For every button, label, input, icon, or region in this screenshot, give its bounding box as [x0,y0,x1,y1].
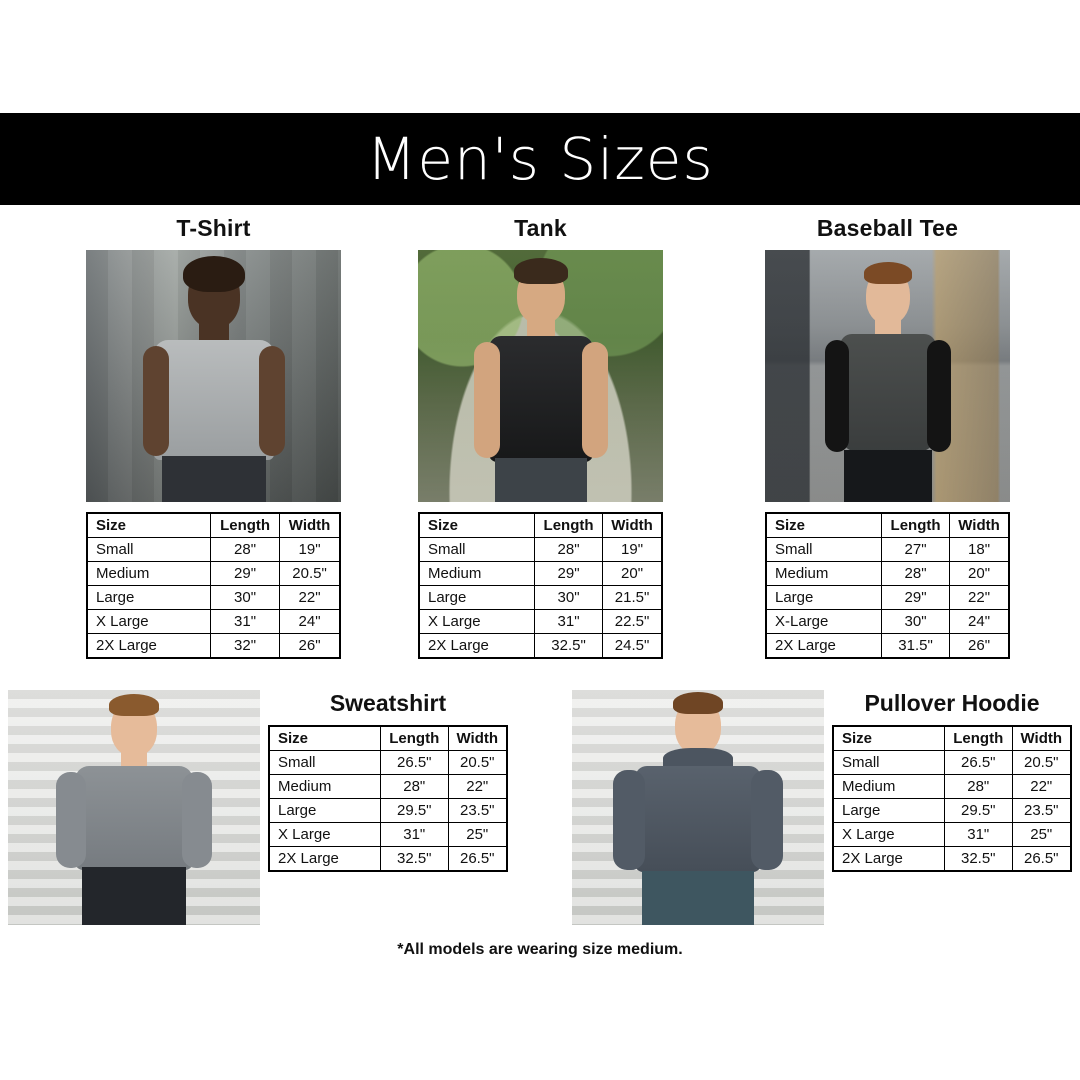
cell-width: 20.5" [448,751,507,775]
table-header-row [766,513,1009,538]
table-row [833,823,1071,847]
table-row [87,562,340,586]
table-row [419,610,662,634]
cell-length: 32.5" [535,634,603,659]
cell-length: 29" [882,586,950,610]
size-table-tank [418,512,663,659]
cell-size: Medium [87,562,211,586]
size-table-t-shirt [86,512,341,659]
cell-length: 28" [535,538,603,562]
cell-width: 25" [1012,823,1071,847]
table-row [269,823,507,847]
product-title-baseball-tee: Baseball Tee [816,215,959,241]
cell-length: 31.5" [882,634,950,659]
cell-size: Large [269,799,381,823]
table-row [419,586,662,610]
model-illustration [139,250,289,502]
cell-size: X Large [87,610,211,634]
cell-size: X Large [419,610,535,634]
cell-length: 32" [211,634,280,659]
table-row [833,799,1071,823]
table-row [766,610,1009,634]
cell-length: 30" [882,610,950,634]
column-header-size: Size [766,513,882,538]
column-header-length: Length [535,513,603,538]
size-table-sweatshirt [268,725,508,872]
table-header-row [833,726,1071,751]
column-header-width: Width [448,726,507,751]
model-illustration [613,690,783,925]
size-table-baseball-tee [765,512,1010,659]
cell-size: Medium [269,775,381,799]
cell-length: 29" [211,562,280,586]
cell-width: 22" [950,586,1009,610]
cell-size: Medium [766,562,882,586]
table-header-row [419,513,662,538]
table-row [833,751,1071,775]
column-header-width: Width [603,513,662,538]
cell-length: 26.5" [381,751,449,775]
footnote: *All models are wearing size medium. [397,941,683,958]
cell-width: 24" [280,610,340,634]
cell-length: 28" [211,538,280,562]
product-title-sweatshirt: Sweatshirt [329,690,447,716]
table-header-row [269,726,507,751]
column-header-size: Size [87,513,211,538]
table-row [269,799,507,823]
cell-width: 24" [950,610,1009,634]
product-card-pullover-hoodie [832,690,1072,872]
column-header-width: Width [950,513,1009,538]
cell-width: 23.5" [448,799,507,823]
size-table-pullover-hoodie [832,725,1072,872]
table-row [87,538,340,562]
cell-width: 25" [448,823,507,847]
cell-size: Large [766,586,882,610]
cell-length: 28" [381,775,449,799]
cell-size: Medium [419,562,535,586]
cell-width: 20.5" [1012,751,1071,775]
table-row [269,847,507,872]
cell-size: Small [419,538,535,562]
cell-length: 28" [945,775,1013,799]
cell-size: 2X Large [833,847,945,872]
cell-length: 32.5" [945,847,1013,872]
product-photo-t-shirt [86,250,341,502]
bottom-product-row [0,690,1080,935]
cell-size: 2X Large [87,634,211,659]
cell-length: 30" [211,586,280,610]
cell-size: Large [833,799,945,823]
cell-length: 28" [882,562,950,586]
model-illustration [813,250,963,502]
cell-width: 22.5" [603,610,662,634]
cell-width: 26.5" [448,847,507,872]
column-header-length: Length [381,726,449,751]
table-row [269,751,507,775]
table-row [766,562,1009,586]
cell-size: X Large [269,823,381,847]
cell-width: 26" [950,634,1009,659]
table-row [87,610,340,634]
model-illustration [466,250,616,502]
product-title-pullover-hoodie: Pullover Hoodie [864,690,1040,716]
cell-size: Large [419,586,535,610]
cell-length: 32.5" [381,847,449,872]
product-card-baseball-tee [765,215,1010,659]
table-row [766,538,1009,562]
column-header-length: Length [945,726,1013,751]
column-header-size: Size [419,513,535,538]
page-title: Men's Sizes [366,125,714,193]
table-header-row [87,513,340,538]
column-header-width: Width [1012,726,1071,751]
cell-size: Small [87,538,211,562]
cell-size: Medium [833,775,945,799]
cell-width: 20.5" [280,562,340,586]
cell-length: 27" [882,538,950,562]
cell-size: Large [87,586,211,610]
cell-width: 19" [603,538,662,562]
product-card-t-shirt [86,215,341,659]
model-illustration [54,690,214,925]
product-photo-pullover-hoodie [572,690,824,925]
table-row [419,634,662,659]
column-header-length: Length [211,513,280,538]
column-header-width: Width [280,513,340,538]
cell-width: 20" [950,562,1009,586]
product-card-sweatshirt [268,690,508,872]
table-row [833,775,1071,799]
cell-length: 29.5" [945,799,1013,823]
table-row [766,586,1009,610]
cell-width: 21.5" [603,586,662,610]
column-header-size: Size [269,726,381,751]
cell-size: Small [833,751,945,775]
table-row [833,847,1071,872]
cell-length: 31" [945,823,1013,847]
product-photo-sweatshirt [8,690,260,925]
table-row [269,775,507,799]
cell-width: 24.5" [603,634,662,659]
cell-size: Small [269,751,381,775]
table-row [87,586,340,610]
product-card-tank [418,215,663,659]
cell-length: 26.5" [945,751,1013,775]
cell-length: 31" [535,610,603,634]
cell-size: 2X Large [269,847,381,872]
cell-width: 22" [448,775,507,799]
cell-width: 22" [280,586,340,610]
cell-length: 30" [535,586,603,610]
cell-size: X Large [833,823,945,847]
cell-length: 29" [535,562,603,586]
table-row [419,562,662,586]
title-banner [0,113,1080,205]
cell-width: 26" [280,634,340,659]
product-title-t-shirt: T-Shirt [176,215,251,241]
cell-size: 2X Large [419,634,535,659]
column-header-length: Length [882,513,950,538]
table-row [87,634,340,659]
table-row [419,538,662,562]
product-photo-tank [418,250,663,502]
cell-width: 23.5" [1012,799,1071,823]
cell-size: 2X Large [766,634,882,659]
cell-width: 22" [1012,775,1071,799]
column-header-size: Size [833,726,945,751]
cell-length: 31" [381,823,449,847]
cell-size: X-Large [766,610,882,634]
product-title-tank: Tank [514,215,567,241]
cell-size: Small [766,538,882,562]
cell-length: 31" [211,610,280,634]
cell-length: 29.5" [381,799,449,823]
top-product-row [0,215,1080,685]
cell-width: 26.5" [1012,847,1071,872]
table-row [766,634,1009,659]
cell-width: 20" [603,562,662,586]
cell-width: 18" [950,538,1009,562]
product-photo-baseball-tee [765,250,1010,502]
cell-width: 19" [280,538,340,562]
